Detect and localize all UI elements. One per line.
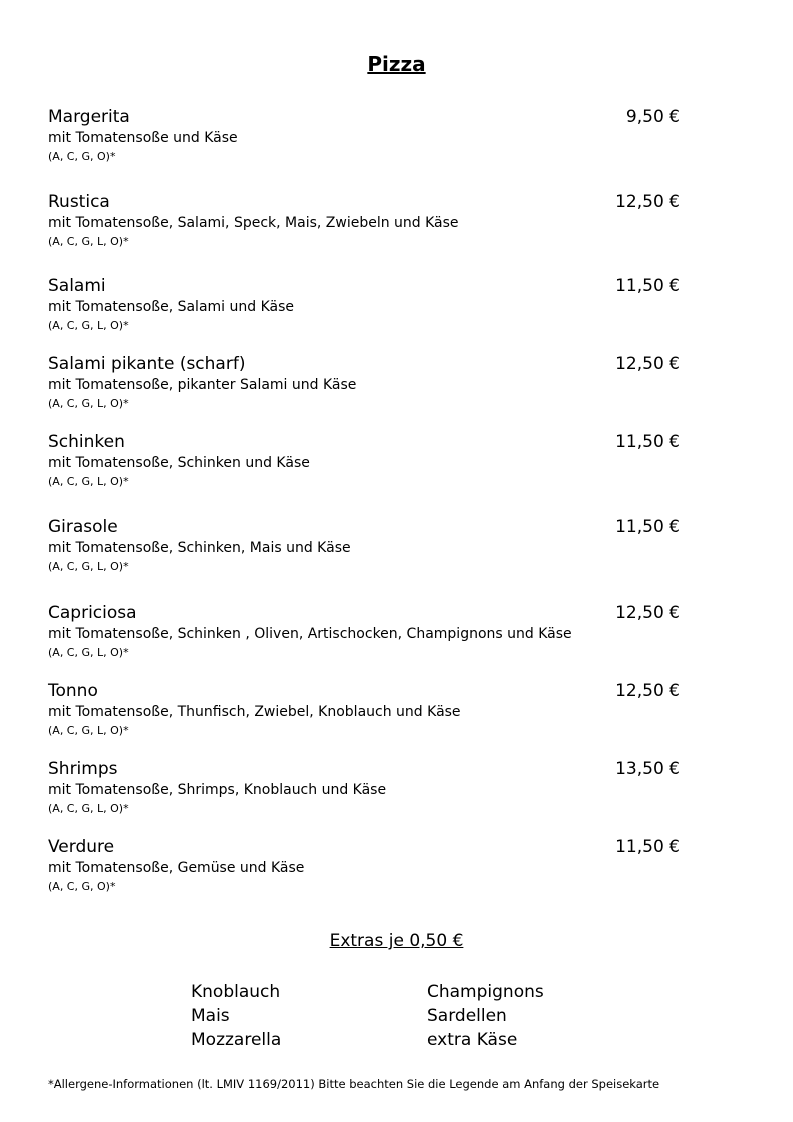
item-name: Girasole bbox=[48, 517, 118, 537]
item-price: 11,50 € bbox=[615, 837, 680, 857]
item-description: mit Tomatensoße und Käse bbox=[48, 130, 238, 146]
item-price: 12,50 € bbox=[615, 603, 680, 623]
item-name: Tonno bbox=[48, 681, 98, 701]
item-name: Schinken bbox=[48, 432, 125, 452]
item-name: Margerita bbox=[48, 107, 130, 127]
item-price: 12,50 € bbox=[615, 681, 680, 701]
extras-list-left bbox=[191, 980, 281, 1052]
item-name: Verdure bbox=[48, 837, 115, 857]
extra-item: Champignons bbox=[427, 982, 544, 1002]
item-price: 12,50 € bbox=[615, 354, 680, 374]
item-allergens: (A, C, G, L, O)* bbox=[48, 319, 129, 332]
item-name: Shrimps bbox=[48, 759, 118, 779]
item-description: mit Tomatensoße, Schinken, Mais und Käse bbox=[48, 540, 351, 556]
item-allergens: (A, C, G, O)* bbox=[48, 150, 116, 163]
extras-list-right bbox=[427, 980, 544, 1052]
item-name: Capriciosa bbox=[48, 603, 137, 623]
item-name: Salami bbox=[48, 276, 106, 296]
item-description: mit Tomatensoße, Shrimps, Knoblauch und Käse bbox=[48, 782, 387, 798]
item-description: mit Tomatensoße, Gemüse und Käse bbox=[48, 860, 305, 876]
page-title: Pizza bbox=[367, 52, 426, 76]
item-description: mit Tomatensoße, Schinken , Oliven, Artischocken, Champignons und Käse bbox=[48, 626, 572, 642]
extra-item: Knoblauch bbox=[191, 982, 281, 1002]
allergen-footnote: *Allergene-Informationen (lt. LMIV 1169/2011) Bitte beachten Sie die Legende am Anfang der Speisekarte bbox=[48, 1077, 660, 1091]
menu-item-tonno bbox=[48, 681, 680, 741]
item-name: Rustica bbox=[48, 192, 110, 212]
extras-heading: Extras je 0,50 € bbox=[329, 931, 464, 951]
extra-item: extra Käse bbox=[427, 1030, 518, 1050]
menu-item-rustica bbox=[48, 192, 680, 252]
item-allergens: (A, C, G, L, O)* bbox=[48, 724, 129, 737]
menu-item-salami bbox=[48, 276, 680, 336]
menu-item-capriciosa bbox=[48, 603, 680, 663]
item-description: mit Tomatensoße, Thunfisch, Zwiebel, Knoblauch und Käse bbox=[48, 704, 461, 720]
item-allergens: (A, C, G, L, O)* bbox=[48, 235, 129, 248]
item-allergens: (A, C, G, L, O)* bbox=[48, 475, 129, 488]
item-description: mit Tomatensoße, Schinken und Käse bbox=[48, 455, 310, 471]
extra-item: Mozzarella bbox=[191, 1030, 282, 1050]
item-allergens: (A, C, G, L, O)* bbox=[48, 646, 129, 659]
extra-item: Sardellen bbox=[427, 1006, 507, 1026]
menu-item-salami-pikante bbox=[48, 354, 680, 414]
item-allergens: (A, C, G, L, O)* bbox=[48, 560, 129, 573]
extra-item: Mais bbox=[191, 1006, 230, 1026]
item-allergens: (A, C, G, L, O)* bbox=[48, 802, 129, 815]
item-price: 11,50 € bbox=[615, 517, 680, 537]
item-allergens: (A, C, G, O)* bbox=[48, 880, 116, 893]
item-name: Salami pikante (scharf) bbox=[48, 354, 246, 374]
menu-item-schinken bbox=[48, 432, 680, 492]
item-price: 11,50 € bbox=[615, 432, 680, 452]
item-allergens: (A, C, G, L, O)* bbox=[48, 397, 129, 410]
menu-item-girasole bbox=[48, 517, 680, 577]
item-price: 13,50 € bbox=[615, 759, 680, 779]
item-description: mit Tomatensoße, pikanter Salami und Käse bbox=[48, 377, 357, 393]
menu-item-shrimps bbox=[48, 759, 680, 819]
item-description: mit Tomatensoße, Salami, Speck, Mais, Zwiebeln und Käse bbox=[48, 215, 459, 231]
menu-item-verdure bbox=[48, 837, 680, 897]
item-price: 11,50 € bbox=[615, 276, 680, 296]
item-price: 9,50 € bbox=[625, 107, 680, 127]
menu-item-margerita bbox=[48, 107, 680, 167]
item-description: mit Tomatensoße, Salami und Käse bbox=[48, 299, 295, 315]
item-price: 12,50 € bbox=[615, 192, 680, 212]
